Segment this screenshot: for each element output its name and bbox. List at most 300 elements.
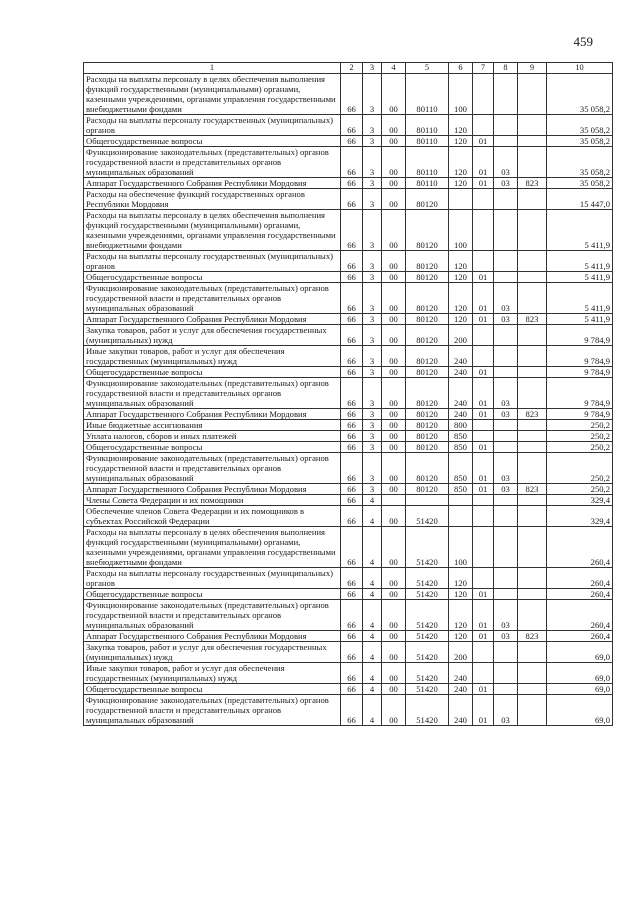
cell-c6: 100: [449, 210, 473, 251]
cell-c4: 00: [382, 527, 406, 568]
cell-c8: [494, 568, 518, 589]
row-name: Закупка товаров, работ и услуг для обеспечения государственных (муниципальных) нужд: [84, 325, 341, 346]
cell-c7: 01: [473, 283, 494, 314]
row-name: Функционирование законодательных (представительных) органов государственной власти и представительных органов муниципальных образований: [84, 695, 341, 726]
cell-amount: 250,2: [547, 453, 613, 484]
table-row: [84, 210, 613, 251]
row-name: Аппарат Государственного Собрания Республики Мордовия: [84, 314, 341, 325]
cell-c2: 66: [341, 147, 363, 178]
table-row: [84, 178, 613, 189]
column-header: 7: [473, 63, 494, 74]
cell-c3: 4: [363, 506, 382, 527]
cell-c7: [473, 663, 494, 684]
cell-c9: 823: [518, 409, 547, 420]
cell-c7: 01: [473, 147, 494, 178]
cell-c6: 120: [449, 600, 473, 631]
cell-amount: 5 411,9: [547, 272, 613, 283]
cell-c3: 4: [363, 695, 382, 726]
table-row: [84, 589, 613, 600]
cell-c8: [494, 495, 518, 506]
cell-c3: 3: [363, 442, 382, 453]
cell-amount: 250,2: [547, 420, 613, 431]
cell-c9: [518, 431, 547, 442]
cell-c4: 00: [382, 136, 406, 147]
cell-c5: 51420: [406, 695, 449, 726]
cell-c2: 66: [341, 251, 363, 272]
cell-c2: 66: [341, 453, 363, 484]
cell-c7: 01: [473, 631, 494, 642]
cell-c8: [494, 136, 518, 147]
cell-c3: 4: [363, 663, 382, 684]
cell-c5: 51420: [406, 568, 449, 589]
cell-c9: [518, 74, 547, 115]
row-name: Общегосударственные вопросы: [84, 272, 341, 283]
cell-c9: [518, 600, 547, 631]
cell-c6: [449, 495, 473, 506]
cell-c2: 66: [341, 442, 363, 453]
table-row: [84, 420, 613, 431]
cell-c6: 120: [449, 251, 473, 272]
row-name: Расходы на выплаты персоналу государственных (муниципальных) органов: [84, 251, 341, 272]
cell-c9: [518, 210, 547, 251]
column-header: 2: [341, 63, 363, 74]
cell-c4: 00: [382, 631, 406, 642]
cell-amount: 260,4: [547, 589, 613, 600]
cell-amount: 69,0: [547, 642, 613, 663]
cell-c8: 03: [494, 314, 518, 325]
cell-c7: 01: [473, 272, 494, 283]
cell-c3: 3: [363, 189, 382, 210]
cell-c6: 240: [449, 695, 473, 726]
cell-c6: 850: [449, 442, 473, 453]
cell-c2: 66: [341, 74, 363, 115]
table-row: [84, 314, 613, 325]
cell-c9: [518, 695, 547, 726]
cell-c2: 66: [341, 378, 363, 409]
cell-c3: 4: [363, 495, 382, 506]
column-header: 6: [449, 63, 473, 74]
cell-c5: 80110: [406, 115, 449, 136]
cell-c8: [494, 527, 518, 568]
page-number: 459: [573, 34, 593, 49]
cell-c3: 4: [363, 600, 382, 631]
cell-amount: 250,2: [547, 484, 613, 495]
cell-c7: [473, 189, 494, 210]
cell-c2: 66: [341, 663, 363, 684]
cell-c8: 03: [494, 695, 518, 726]
cell-c9: [518, 325, 547, 346]
cell-c6: 240: [449, 684, 473, 695]
cell-c4: 00: [382, 325, 406, 346]
cell-c4: 00: [382, 147, 406, 178]
cell-c9: [518, 420, 547, 431]
cell-c9: [518, 136, 547, 147]
cell-c9: 823: [518, 484, 547, 495]
cell-c3: 3: [363, 272, 382, 283]
cell-c4: 00: [382, 568, 406, 589]
cell-c4: 00: [382, 695, 406, 726]
cell-amount: 9 784,9: [547, 409, 613, 420]
table-row: [84, 147, 613, 178]
cell-amount: 260,4: [547, 568, 613, 589]
row-name: Функционирование законодательных (представительных) органов государственной власти и представительных органов муниципальных образований: [84, 283, 341, 314]
cell-c4: 00: [382, 115, 406, 136]
cell-c3: 3: [363, 453, 382, 484]
cell-c5: 51420: [406, 642, 449, 663]
cell-c3: 4: [363, 642, 382, 663]
cell-c9: [518, 495, 547, 506]
cell-c7: 01: [473, 378, 494, 409]
cell-amount: 329,4: [547, 506, 613, 527]
cell-c8: 03: [494, 600, 518, 631]
table-row: [84, 136, 613, 147]
cell-c5: [406, 495, 449, 506]
cell-c7: [473, 642, 494, 663]
cell-c9: [518, 272, 547, 283]
cell-c2: 66: [341, 136, 363, 147]
row-name: Функционирование законодательных (представительных) органов государственной власти и представительных органов муниципальных образований: [84, 600, 341, 631]
cell-c3: 3: [363, 431, 382, 442]
cell-c4: 00: [382, 378, 406, 409]
cell-c8: [494, 346, 518, 367]
row-name: Иные бюджетные ассигнования: [84, 420, 341, 431]
cell-c4: [382, 495, 406, 506]
row-name: Члены Совета Федерации и их помощники: [84, 495, 341, 506]
cell-c3: 4: [363, 589, 382, 600]
cell-c7: [473, 115, 494, 136]
cell-c4: 00: [382, 74, 406, 115]
cell-c8: 03: [494, 378, 518, 409]
cell-c5: 51420: [406, 506, 449, 527]
cell-amount: 5 411,9: [547, 251, 613, 272]
table-row: [84, 527, 613, 568]
cell-c6: [449, 506, 473, 527]
cell-c8: [494, 272, 518, 283]
cell-c8: [494, 420, 518, 431]
row-name: Иные закупки товаров, работ и услуг для обеспечения государственных (муниципальных) нужд: [84, 663, 341, 684]
cell-c2: 66: [341, 600, 363, 631]
cell-c9: [518, 527, 547, 568]
table-row: [84, 484, 613, 495]
cell-c7: 01: [473, 442, 494, 453]
cell-amount: 9 784,9: [547, 346, 613, 367]
cell-c7: 01: [473, 136, 494, 147]
cell-c2: 66: [341, 506, 363, 527]
cell-c7: [473, 210, 494, 251]
cell-c8: 03: [494, 178, 518, 189]
row-name: Функционирование законодательных (представительных) органов государственной власти и представительных органов муниципальных образований: [84, 147, 341, 178]
cell-c8: [494, 115, 518, 136]
cell-amount: 329,4: [547, 495, 613, 506]
cell-c7: 01: [473, 684, 494, 695]
cell-c6: 240: [449, 378, 473, 409]
cell-c3: 3: [363, 283, 382, 314]
row-name: Уплата налогов, сборов и иных платежей: [84, 431, 341, 442]
cell-c6: 120: [449, 314, 473, 325]
row-name: Иные закупки товаров, работ и услуг для обеспечения государственных (муниципальных) нужд: [84, 346, 341, 367]
cell-c9: [518, 684, 547, 695]
cell-c4: 00: [382, 409, 406, 420]
cell-c2: 66: [341, 346, 363, 367]
cell-c9: [518, 453, 547, 484]
cell-amount: 9 784,9: [547, 325, 613, 346]
cell-c2: 66: [341, 642, 363, 663]
cell-c5: 51420: [406, 527, 449, 568]
table-row: [84, 431, 613, 442]
cell-c4: 00: [382, 346, 406, 367]
table-row: [84, 568, 613, 589]
cell-c5: 80120: [406, 378, 449, 409]
cell-c8: [494, 210, 518, 251]
cell-c2: 66: [341, 431, 363, 442]
cell-c3: 3: [363, 136, 382, 147]
cell-c4: 00: [382, 251, 406, 272]
cell-c9: [518, 367, 547, 378]
cell-c3: 4: [363, 684, 382, 695]
column-header: 5: [406, 63, 449, 74]
cell-c5: 51420: [406, 684, 449, 695]
table-row: [84, 600, 613, 631]
cell-c5: 80120: [406, 431, 449, 442]
cell-c4: 00: [382, 314, 406, 325]
cell-c6: 850: [449, 453, 473, 484]
cell-c6: 240: [449, 367, 473, 378]
cell-c8: 03: [494, 484, 518, 495]
row-name: Общегосударственные вопросы: [84, 367, 341, 378]
column-header: 9: [518, 63, 547, 74]
cell-c6: 120: [449, 178, 473, 189]
cell-c4: 00: [382, 453, 406, 484]
cell-c3: 3: [363, 178, 382, 189]
cell-c8: 03: [494, 147, 518, 178]
cell-amount: 5 411,9: [547, 210, 613, 251]
cell-c8: [494, 442, 518, 453]
cell-amount: 69,0: [547, 684, 613, 695]
cell-c7: 01: [473, 453, 494, 484]
cell-amount: 35 058,2: [547, 136, 613, 147]
column-header: 1: [84, 63, 341, 74]
cell-c8: [494, 325, 518, 346]
cell-c5: 80120: [406, 272, 449, 283]
cell-c7: [473, 431, 494, 442]
cell-c3: 3: [363, 74, 382, 115]
cell-c3: 3: [363, 314, 382, 325]
cell-c3: 3: [363, 325, 382, 346]
cell-c4: 00: [382, 431, 406, 442]
cell-c4: 00: [382, 684, 406, 695]
cell-c7: [473, 346, 494, 367]
table-row: [84, 453, 613, 484]
cell-c8: 03: [494, 453, 518, 484]
cell-c9: [518, 251, 547, 272]
cell-c4: 00: [382, 442, 406, 453]
cell-c6: 120: [449, 272, 473, 283]
table-row: [84, 378, 613, 409]
cell-c9: [518, 663, 547, 684]
cell-c2: 66: [341, 272, 363, 283]
cell-c7: 01: [473, 600, 494, 631]
cell-c4: 00: [382, 272, 406, 283]
table-body: [84, 74, 613, 726]
cell-amount: 69,0: [547, 663, 613, 684]
cell-c6: 800: [449, 420, 473, 431]
cell-amount: 250,2: [547, 442, 613, 453]
row-name: Расходы на выплаты персоналу государственных (муниципальных) органов: [84, 568, 341, 589]
row-name: Функционирование законодательных (представительных) органов государственной власти и представительных органов муниципальных образований: [84, 453, 341, 484]
row-name: Общегосударственные вопросы: [84, 684, 341, 695]
cell-c3: 3: [363, 147, 382, 178]
cell-c2: 66: [341, 115, 363, 136]
table-row: [84, 506, 613, 527]
cell-c6: 850: [449, 484, 473, 495]
cell-c3: 4: [363, 527, 382, 568]
row-name: Аппарат Государственного Собрания Республики Мордовия: [84, 484, 341, 495]
cell-c2: 66: [341, 589, 363, 600]
cell-c8: [494, 189, 518, 210]
cell-c8: [494, 642, 518, 663]
cell-c3: 3: [363, 346, 382, 367]
cell-c9: [518, 283, 547, 314]
cell-c2: 66: [341, 325, 363, 346]
cell-amount: 250,2: [547, 431, 613, 442]
cell-c6: 240: [449, 346, 473, 367]
cell-c3: 3: [363, 115, 382, 136]
cell-amount: 260,4: [547, 527, 613, 568]
table-row: [84, 189, 613, 210]
cell-c7: [473, 568, 494, 589]
budget-table: [83, 62, 613, 726]
cell-c5: 80120: [406, 210, 449, 251]
cell-c5: 80120: [406, 453, 449, 484]
cell-c3: 3: [363, 420, 382, 431]
table-row: [84, 409, 613, 420]
cell-c4: 00: [382, 367, 406, 378]
cell-c3: 3: [363, 367, 382, 378]
cell-amount: 9 784,9: [547, 378, 613, 409]
cell-c2: 66: [341, 178, 363, 189]
cell-c2: 66: [341, 484, 363, 495]
cell-c4: 00: [382, 420, 406, 431]
cell-c9: 823: [518, 631, 547, 642]
table-row: [84, 442, 613, 453]
cell-amount: 15 447,0: [547, 189, 613, 210]
cell-c5: 80120: [406, 314, 449, 325]
cell-c8: [494, 367, 518, 378]
cell-c7: 01: [473, 589, 494, 600]
cell-c5: 80120: [406, 346, 449, 367]
cell-c4: 00: [382, 589, 406, 600]
cell-c4: 00: [382, 283, 406, 314]
table-row: [84, 663, 613, 684]
cell-c8: 03: [494, 631, 518, 642]
header-row: [84, 63, 613, 74]
cell-c5: 80120: [406, 409, 449, 420]
cell-amount: 5 411,9: [547, 283, 613, 314]
row-name: Обеспечение членов Совета Федерации и их помощников в субъектах Российской Федерации: [84, 506, 341, 527]
cell-c5: 80120: [406, 367, 449, 378]
cell-amount: 9 784,9: [547, 367, 613, 378]
cell-c4: 00: [382, 484, 406, 495]
cell-c5: 80120: [406, 189, 449, 210]
table-row: [84, 631, 613, 642]
cell-c6: 120: [449, 115, 473, 136]
column-header: 4: [382, 63, 406, 74]
cell-amount: 35 058,2: [547, 147, 613, 178]
cell-c2: 66: [341, 495, 363, 506]
cell-c7: 01: [473, 409, 494, 420]
cell-c8: [494, 506, 518, 527]
cell-c6: 120: [449, 147, 473, 178]
cell-c5: 51420: [406, 600, 449, 631]
cell-c5: 80110: [406, 74, 449, 115]
row-name: Аппарат Государственного Собрания Республики Мордовия: [84, 631, 341, 642]
cell-c6: [449, 189, 473, 210]
cell-c7: [473, 527, 494, 568]
cell-c2: 66: [341, 283, 363, 314]
row-name: Аппарат Государственного Собрания Республики Мордовия: [84, 178, 341, 189]
cell-c7: [473, 495, 494, 506]
cell-c6: 100: [449, 74, 473, 115]
cell-c5: 80120: [406, 325, 449, 346]
cell-c2: 66: [341, 367, 363, 378]
cell-c5: 51420: [406, 589, 449, 600]
row-name: Общегосударственные вопросы: [84, 136, 341, 147]
table-row: [84, 74, 613, 115]
cell-c8: 03: [494, 283, 518, 314]
column-header: 10: [547, 63, 613, 74]
cell-c9: [518, 147, 547, 178]
cell-c2: 66: [341, 684, 363, 695]
cell-c2: 66: [341, 314, 363, 325]
cell-c6: 850: [449, 431, 473, 442]
table-row: [84, 272, 613, 283]
cell-c8: [494, 589, 518, 600]
cell-c9: [518, 642, 547, 663]
cell-c4: 00: [382, 506, 406, 527]
cell-c9: [518, 589, 547, 600]
cell-amount: 260,4: [547, 600, 613, 631]
cell-c4: 00: [382, 210, 406, 251]
cell-c5: 80120: [406, 420, 449, 431]
cell-amount: 35 058,2: [547, 74, 613, 115]
cell-c3: 3: [363, 251, 382, 272]
cell-c2: 66: [341, 420, 363, 431]
cell-amount: 5 411,9: [547, 314, 613, 325]
cell-c2: 66: [341, 631, 363, 642]
cell-c5: 80110: [406, 178, 449, 189]
cell-c8: [494, 431, 518, 442]
cell-c2: 66: [341, 568, 363, 589]
cell-c6: 120: [449, 283, 473, 314]
cell-c7: 01: [473, 314, 494, 325]
cell-c6: 120: [449, 631, 473, 642]
cell-c8: [494, 74, 518, 115]
cell-c6: 100: [449, 527, 473, 568]
cell-c5: 80120: [406, 283, 449, 314]
cell-c3: 4: [363, 631, 382, 642]
cell-c2: 66: [341, 409, 363, 420]
cell-amount: 260,4: [547, 631, 613, 642]
row-name: Аппарат Государственного Собрания Республики Мордовия: [84, 409, 341, 420]
cell-c6: 120: [449, 136, 473, 147]
cell-c4: 00: [382, 189, 406, 210]
cell-c5: 80120: [406, 442, 449, 453]
cell-c2: 66: [341, 695, 363, 726]
cell-c8: [494, 684, 518, 695]
cell-c6: 240: [449, 409, 473, 420]
cell-c6: 200: [449, 642, 473, 663]
table-row: [84, 283, 613, 314]
